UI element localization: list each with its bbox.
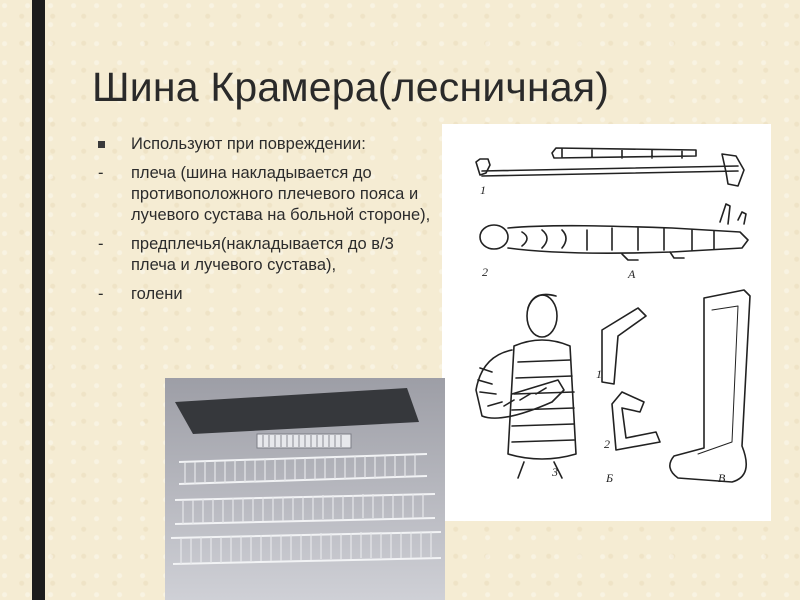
splint-photo <box>165 378 445 600</box>
forearm-splint-1 <box>602 308 646 384</box>
leg-splint <box>670 290 750 482</box>
patient-head <box>480 225 508 249</box>
label-A: А <box>628 267 636 281</box>
patient-folds <box>522 228 714 250</box>
bullet-text: Используют при повреждении: <box>131 135 366 153</box>
label-b1: 1 <box>596 367 602 381</box>
splint-rail <box>482 166 738 176</box>
bullet-list <box>96 134 436 313</box>
patient-body <box>508 226 748 254</box>
bullet-item <box>96 134 436 155</box>
bullet-item <box>96 163 436 226</box>
small-splint <box>257 434 351 448</box>
dash-marker: - <box>98 235 104 253</box>
splint-handle <box>552 148 696 158</box>
bullet-text: предплечья(накладывается до в/3 плеча и лучевого сустава), <box>131 235 394 274</box>
square-bullet-icon <box>98 141 105 148</box>
label-b3: 3 <box>552 465 558 479</box>
splint-diagram-svg <box>442 124 771 521</box>
forearm-splint-2 <box>612 392 660 450</box>
slide-title: Шина Крамера(лесничная) <box>92 64 610 110</box>
slide-left-bar <box>32 0 45 600</box>
label-B: Б <box>606 471 614 485</box>
dash-marker: - <box>98 285 104 303</box>
bullet-item <box>96 234 436 276</box>
splint-end <box>722 154 744 186</box>
bullet-item <box>96 284 436 305</box>
dash-marker: - <box>98 164 104 182</box>
label-V: В <box>718 471 726 485</box>
man-shirt-stripes <box>512 360 574 442</box>
splint-leg <box>720 204 746 224</box>
splint-diagram <box>442 124 771 521</box>
label-b2: 2 <box>604 437 610 451</box>
bullet-text: плеча (шина накладывается до противоположного плечевого пояса и лучевого сустава на больной стороне), <box>131 164 431 224</box>
bullet-text: голени <box>131 285 183 303</box>
splint-drawing <box>476 159 490 175</box>
label-2: 2 <box>482 265 488 279</box>
splint-photo-svg <box>165 378 445 600</box>
label-1: 1 <box>480 183 486 197</box>
